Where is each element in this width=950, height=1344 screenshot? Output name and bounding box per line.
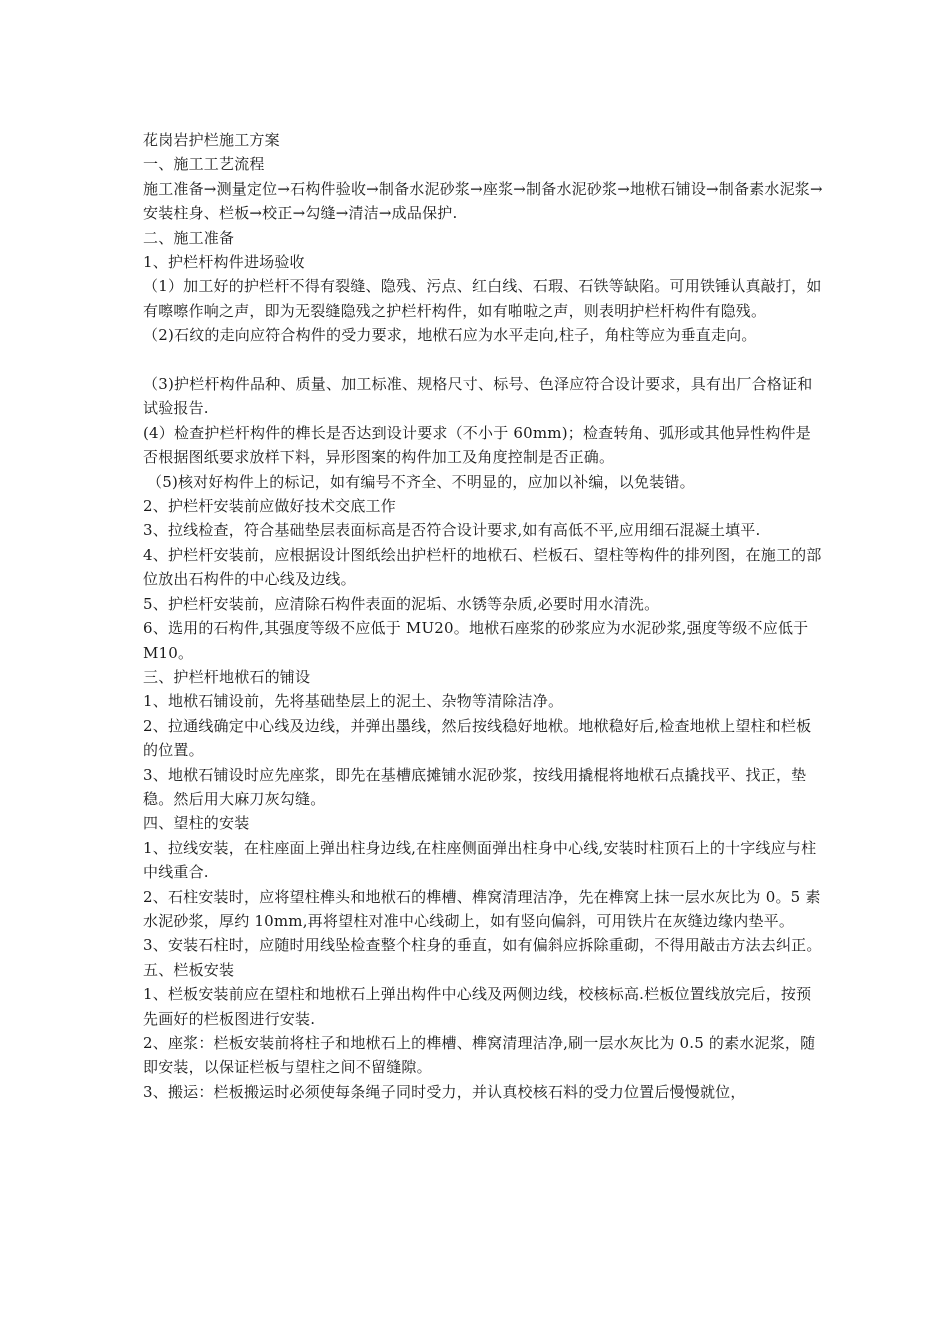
paragraph: 3、地栿石铺设时应先座浆，即先在基槽底摊铺水泥砂浆，按线用撬棍将地栿石点撬找平、找正，垫稳。然后用大麻刀灰勾缝。	[143, 765, 807, 808]
paragraph: 3、搬运：栏板搬运时必须使每条绳子同时受力，并认真校核石料的受力位置后慢慢就位，	[143, 1082, 746, 1101]
paragraph: (4）检查护栏杆构件的榫长是否达到设计要求（不小于 60mm)；检查转角、弧形或其他异性构件是否根据图纸要求放样下料，异形图案的构件加工及角度控制是否正确。	[143, 423, 811, 467]
section-heading-5: 五、栏板安装	[143, 960, 235, 979]
blank-line	[143, 348, 823, 372]
paragraph: （3)护栏杆构件品种、质量、加工标准、规格尺寸、标号、色泽应符合设计要求，具有出厂合格证和试验报告.	[143, 375, 813, 418]
paragraph: 2、拉通线确定中心线及边线，并弹出墨线，然后按线稳好地栿。地栿稳好后,检查地栿上望柱和栏板的位置。	[143, 716, 812, 760]
paragraph: 5、护栏杆安装前，应清除石构件表面的泥垢、水锈等杂质,必要时用水清洗。	[143, 594, 660, 613]
paragraph: （2)石纹的走向应符合构件的受力要求，地栿石应为水平走向,柱子，角柱等应为垂直走向。	[143, 326, 757, 345]
paragraph: 1、拉线安装，在柱座面上弹出柱身边线,在柱座侧面弹出柱身中心线,安装时柱顶石上的十字线应与柱中线重合.	[143, 838, 817, 882]
paragraph: 施工准备→测量定位→石构件验收→制备水泥砂浆→座浆→制备水泥砂浆→地栿石铺设→制备素水泥浆→安装柱身、栏板→校正→勾缝→清洁→成品保护.	[143, 179, 823, 223]
paragraph: （1）加工好的护栏杆不得有裂缝、隐残、污点、红白线、石瑕、石铁等缺陷。可用铁锤认真敲打，如有嚓嚓作响之声，即为无裂缝隐残之护栏杆构件，如有啪啦之声，则表明护栏杆构件有隐残。	[143, 277, 822, 320]
paragraph: 1、地栿石铺设前，先将基础垫层上的泥土、杂物等清除洁净。	[143, 692, 564, 711]
paragraph: （5)核对好构件上的标记，如有编号不齐全、不明显的，应加以补编，以免装错。	[147, 472, 695, 491]
paragraph: 1、栏板安装前应在望柱和地栿石上弹出构件中心线及两侧边线，校核标高.栏板位置线放完后，按预先画好的栏板图进行安装.	[143, 985, 812, 1028]
document-body	[143, 128, 823, 1104]
document-title: 花岗岩护栏施工方案	[143, 131, 280, 149]
paragraph: 2、石柱安装时，应将望柱榫头和地栿石的榫槽、榫窝清理洁净，先在榫窝上抹一层水灰比为 0。5 素水泥砂浆，厚约 10mm,再将望柱对准中心线砌上，如有竖向偏斜，可用铁片在灰缝边缘内垫平。	[143, 887, 821, 930]
paragraph: 6、选用的石构件,其强度等级不应低于 MU20。地栿石座浆的砂浆应为水泥砂浆,强度等级不应低于 M10。	[143, 619, 809, 662]
section-heading-2: 二、施工准备	[143, 228, 235, 247]
paragraph: 3、安装石柱时，应随时用线坠检查整个柱身的垂直，如有偏斜应拆除重砌，不得用敲击方法去纠正。	[143, 936, 822, 955]
section-heading-4: 四、望柱的安装	[143, 814, 250, 833]
paragraph: 4、护栏杆安装前，应根据设计图纸绘出护栏杆的地栿石、栏板石、望柱等构件的排列图，在施工的部位放出石构件的中心线及边线。	[143, 545, 822, 589]
paragraph: 2、护栏杆安装前应做好技术交底工作	[143, 497, 396, 516]
section-heading-3: 三、护栏杆地栿石的铺设	[143, 667, 311, 686]
section-heading-1: 一、施工工艺流程	[143, 155, 265, 174]
paragraph: 3、拉线检查，符合基础垫层表面标高是否符合设计要求,如有高低不平,应用细石混凝土填平.	[143, 521, 761, 540]
paragraph: 2、座浆：栏板安装前将柱子和地栿石上的榫槽、榫窝清理洁净,刷一层水灰比为 0.5 的素水泥浆，随即安装，以保证栏板与望柱之间不留缝隙。	[143, 1034, 816, 1077]
subheading: 1、护栏杆构件进场验收	[143, 253, 305, 272]
